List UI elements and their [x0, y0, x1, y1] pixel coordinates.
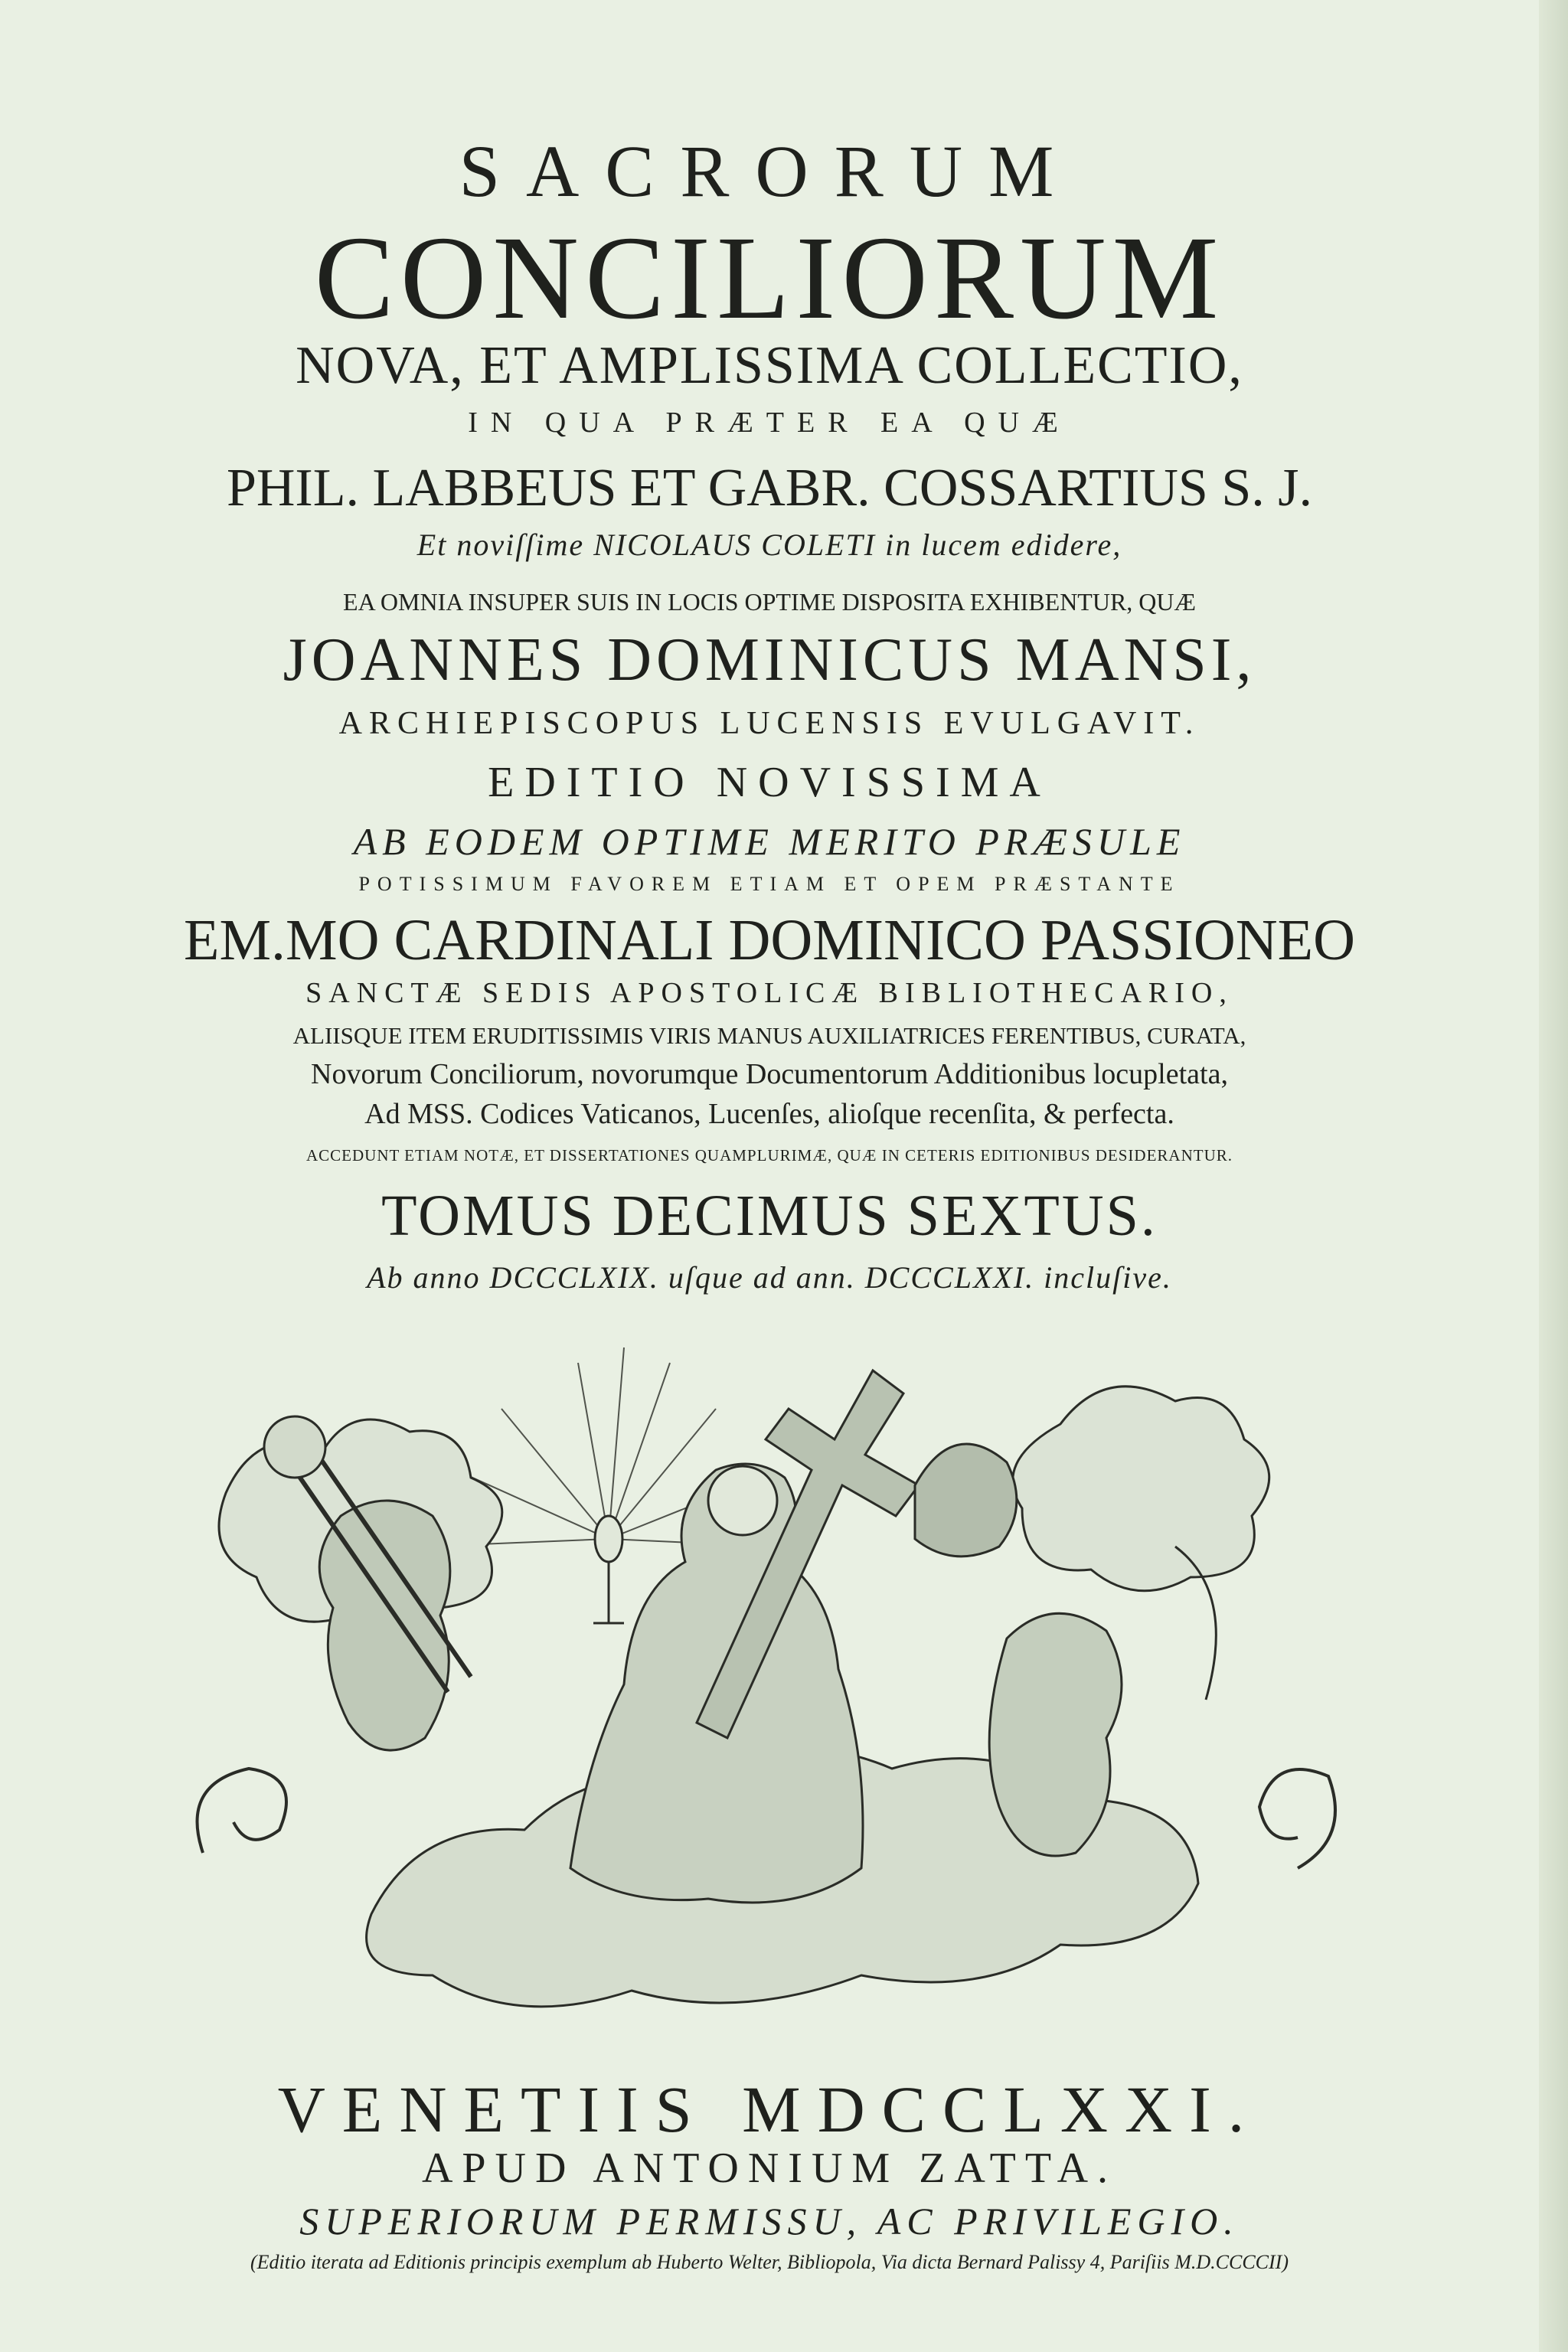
scroll-right — [1259, 1769, 1335, 1868]
line-year-range: Ab anno DCCCLXIX. uſque ad ann. DCCCLXXI. incluſive. — [367, 1260, 1172, 1295]
line-nicolaus-coleti: Et noviſſime NICOLAUS COLETI in lucem edidere, — [416, 528, 1122, 562]
line-sanctae-sedis: SANCTÆ SEDIS APOSTOLICÆ BIBLIOTHECARIO, — [305, 977, 1233, 1009]
imprint-publisher: APUD ANTONIUM ZATTA. — [421, 2145, 1118, 2192]
title-line-conciliorum: CONCILIORUM — [314, 211, 1225, 344]
line-ad-mss: Ad MSS. Codices Vaticanos, Lucenſes, alioſque recenſita, & perfecta. — [364, 1098, 1174, 1130]
line-accedunt: ACCEDUNT ETIAM NOTÆ, ET DISSERTATIONES QUAMPLURIMÆ, QUÆ IN CETERIS EDITIONIBUS DESIDERANTUR. — [305, 1146, 1233, 1165]
line-novorum-conciliorum: Novorum Conciliorum, novorumque Documentorum Additionibus locupletata, — [311, 1058, 1228, 1090]
scroll-left — [198, 1769, 287, 1853]
page-edge — [1539, 0, 1568, 2352]
title-line-sacrorum: SACRORUM — [459, 130, 1080, 212]
line-archiepiscopus: ARCHIEPISCOPUS LUCENSIS EVULGAVIT. — [338, 706, 1200, 741]
line-ab-eodem: AB EODEM OPTIME MERITO PRÆSULE — [353, 820, 1186, 863]
monstrance — [593, 1516, 624, 1623]
line-editio-novissima: EDITIO NOVISSIMA — [488, 759, 1051, 806]
imprint-place-date: VENETIIS MDCCLXXI. — [277, 2073, 1262, 2146]
line-cardinali-passioneo: EM.MO CARDINALI DOMINICO PASSIONEO — [184, 908, 1355, 972]
volume-title: TOMUS DECIMUS SEXTUS. — [381, 1184, 1158, 1248]
subtitle-nova-collectio: NOVA, ET AMPLISSIMA COLLECTIO, — [296, 336, 1243, 395]
reprint-note: (Editio iterata ad Editionis principis exemplum ab Huberto Welter, Bibliopola, Via dicta Bernard Palissy 4, Pariſiis M.D.CCCCII) — [250, 2251, 1289, 2273]
line-ea-omnia: EA OMNIA INSUPER SUIS IN LOCIS OPTIME DISPOSITA EXHIBENTUR, QUÆ — [343, 588, 1196, 616]
line-potissimum: POTISSIMUM FAVOREM ETIAM ET OPEM PRÆSTANTE — [358, 873, 1181, 895]
cloud-right — [1013, 1387, 1269, 1591]
line-mansi: JOANNES DOMINICUS MANSI, — [283, 626, 1256, 694]
line-labbeus-cossartius: PHIL. LABBEUS ET GABR. COSSARTIUS S. J. — [226, 459, 1313, 518]
imprint-privilege: SUPERIORUM PERMISSU, AC PRIVILEGIO. — [299, 2200, 1240, 2243]
line-aliisque: ALIISQUE ITEM ERUDITISSIMIS VIRIS MANUS AUXILIATRICES FERENTIBUS, CURATA, — [292, 1022, 1246, 1049]
line-in-qua-praeter: IN QUA PRÆTER EA QUÆ — [468, 407, 1071, 439]
allegorical-engraving — [180, 1317, 1351, 2044]
